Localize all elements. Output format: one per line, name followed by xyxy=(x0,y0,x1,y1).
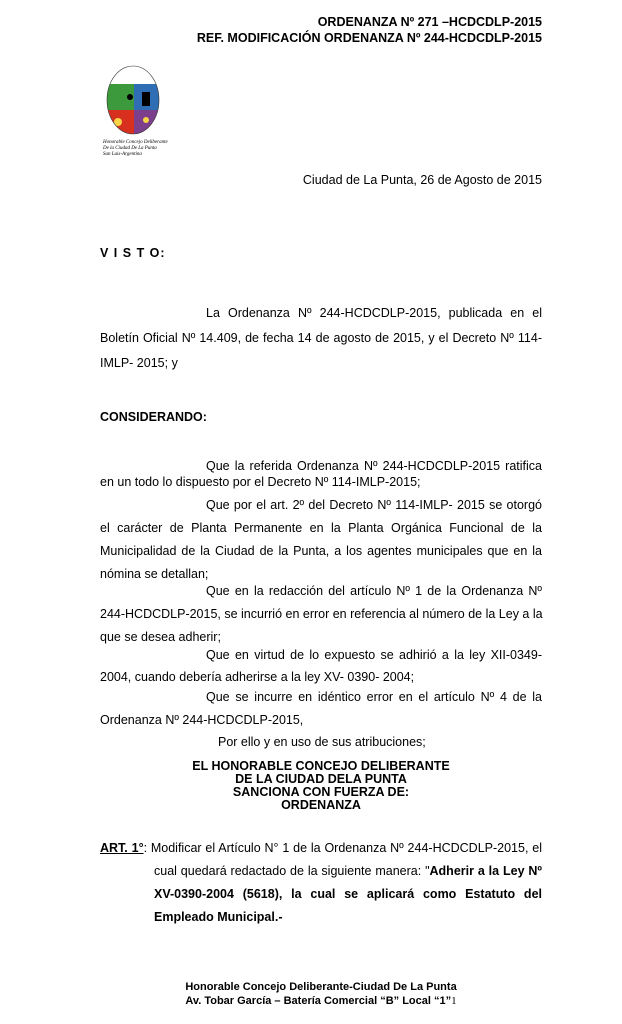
considerando-line: Municipalidad de la Ciudad de la Punta, a los agentes municipales que en la xyxy=(100,544,542,558)
visto-heading: V I S T O: xyxy=(100,246,166,260)
footer xyxy=(100,980,542,1008)
article-1-line xyxy=(154,864,542,878)
article-1-label: ART. 1° xyxy=(100,841,144,855)
sanciona-line: ORDENANZA xyxy=(281,798,361,812)
visto-paragraph-line: IMLP- 2015; y xyxy=(100,356,178,370)
footer-line xyxy=(100,994,542,1008)
date-line: Ciudad de La Punta, 26 de Agosto de 2015 xyxy=(302,173,542,187)
logo-caption-line: San Luis-Argentina xyxy=(103,152,142,157)
footer-address: Av. Tobar García – Batería Comercial “B” Local “1” xyxy=(185,995,452,1007)
footer-line: Honorable Concejo Deliberante-Ciudad De La Punta xyxy=(185,981,457,993)
considerando-line: 244-HCDCDLP-2015, se incurrió en error en referencia al número de la Ley a la xyxy=(100,607,543,621)
considerando-line: 2004, cuando debería adherirse a la ley XV- 0390- 2004; xyxy=(100,670,415,684)
article-1-bold-text: Adherir a la Ley Nº xyxy=(429,864,542,878)
article-1-line: XV-0390-2004 (5618), la cual se aplicará como Estatuto del xyxy=(154,887,542,901)
reference-heading: REF. MODIFICACIÓN ORDENANZA Nº 244-HCDCDLP-2015 xyxy=(196,31,542,45)
ordinance-number-heading: ORDENANZA Nº 271 –HCDCDLP-2015 xyxy=(317,15,542,29)
article-1-line: Empleado Municipal.- xyxy=(154,910,283,924)
logo-caption-line: Honorable Concejo Deliberante xyxy=(103,140,168,145)
sanciona-line: EL HONORABLE CONCEJO DELIBERANTE xyxy=(192,759,450,773)
considerando-line: Ordenanza Nº 244-HCDCDLP-2015, xyxy=(100,713,304,727)
considerando-line: nómina se detallan; xyxy=(100,567,209,581)
considerando-heading: CONSIDERANDO: xyxy=(100,410,207,424)
article-1-text: : Modificar el Artículo N° 1 de la Ordenanza Nº 244-HCDCDLP-2015, el xyxy=(143,841,542,855)
considerando-line: Que en la redacción del artículo Nº 1 de la Ordenanza Nº xyxy=(206,584,542,598)
visto-paragraph-line: La Ordenanza Nº 244-HCDCDLP-2015, publicada en el xyxy=(206,306,542,320)
sanciona-line: SANCIONA CON FUERZA DE: xyxy=(232,785,410,799)
visto-paragraph-line: Boletín Oficial Nº 14.409, de fecha 14 de agosto de 2015, y el Decreto Nº 114- xyxy=(100,331,542,345)
logo-caption-line: De la Ciudad De La Punta xyxy=(103,146,157,151)
council-logo xyxy=(100,62,170,142)
considerando-line: que se desea adherir; xyxy=(100,630,221,644)
considerando-line: en un todo lo dispuesto por el Decreto Nº 114-IMLP-2015; xyxy=(100,475,421,489)
article-1-line xyxy=(100,841,542,855)
considerando-line: Por ello y en uso de sus atribuciones; xyxy=(218,735,426,749)
page-number: 1 xyxy=(451,995,457,1007)
considerando-line: Que se incurre en idéntico error en el artículo Nº 4 de la xyxy=(206,690,542,704)
logo-caption xyxy=(103,140,168,158)
council-emblem-icon xyxy=(100,62,170,142)
considerando-line: el carácter de Planta Permanente en la Planta Orgánica Funcional de la xyxy=(100,521,542,535)
considerando-line: Que en virtud de lo expuesto se adhirió a la ley XII-0349- xyxy=(206,648,542,662)
considerando-line: Que por el art. 2º del Decreto Nº 114-IMLP- 2015 se otorgó xyxy=(206,498,542,512)
sanciona-line: DE LA CIUDAD DELA PUNTA xyxy=(235,772,407,786)
article-1-text: cual quedará redactado de la siguiente manera: " xyxy=(154,864,430,878)
sanciona-block xyxy=(100,760,542,812)
considerando-line: Que la referida Ordenanza Nº 244-HCDCDLP-2015 ratifica xyxy=(206,459,542,473)
